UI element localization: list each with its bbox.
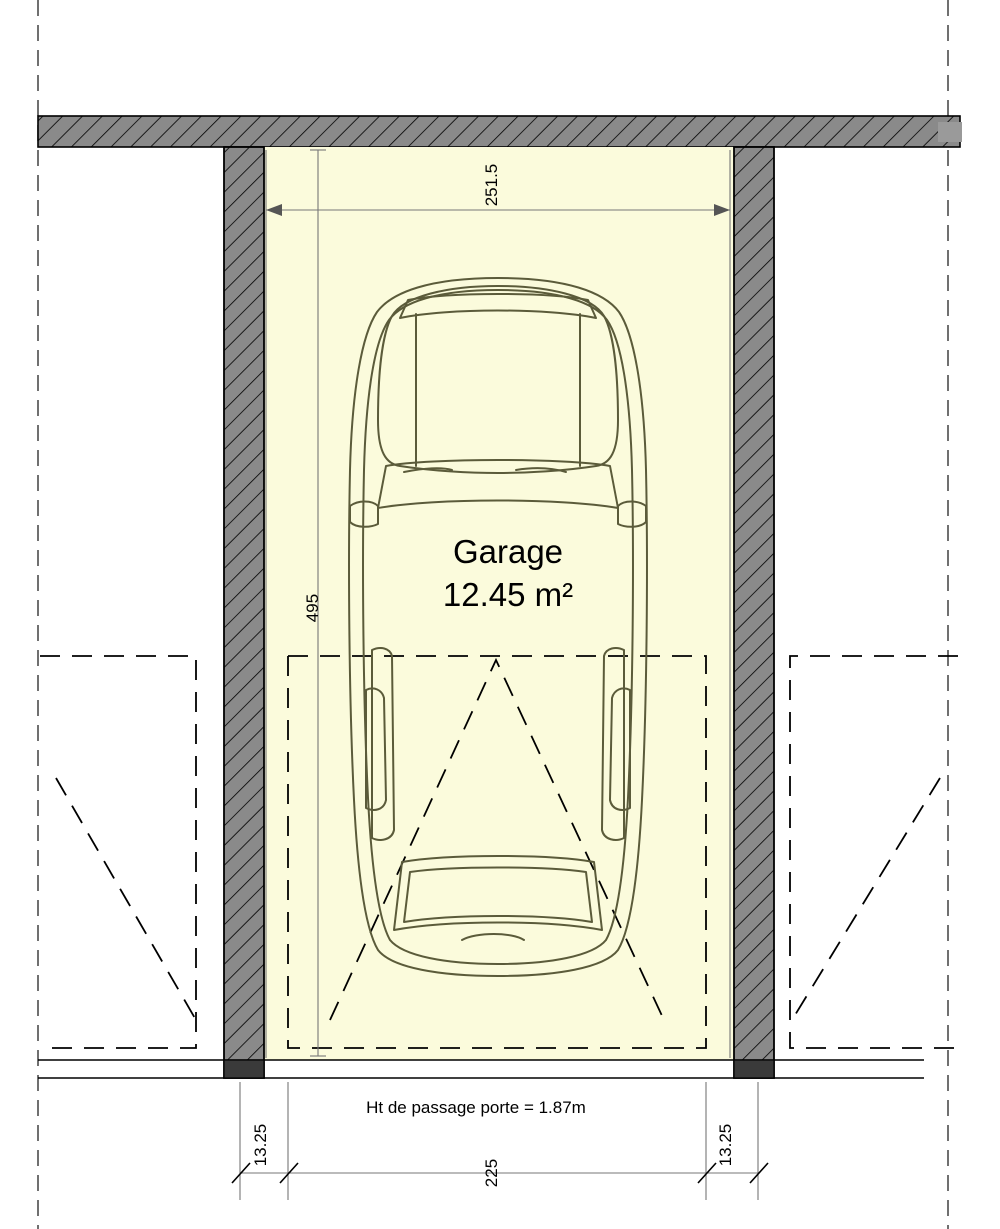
- room-area-label: 12.45 m²: [442, 576, 574, 613]
- left-projection-diagonal: [56, 778, 196, 1020]
- room-name-label: Garage: [452, 533, 564, 570]
- dim-interior-width-label: 251.5: [482, 163, 501, 207]
- right-wall: [734, 147, 774, 1078]
- left-projection-box: [40, 656, 196, 1048]
- right-projection-box: [790, 656, 958, 1048]
- bottom-threshold: [38, 1060, 924, 1078]
- dim-right-jamb-label: 13.25: [716, 1123, 735, 1167]
- door-height-note: Ht de passage porte = 1.87m: [366, 1098, 586, 1117]
- top-wall: [38, 116, 962, 147]
- dim-door-opening-label: 225: [482, 1158, 501, 1188]
- left-wall: [224, 147, 264, 1078]
- dim-left-jamb-label: 13.25: [251, 1123, 270, 1167]
- right-projection-diagonal: [792, 778, 940, 1020]
- dim-interior-depth-label: 495: [303, 593, 322, 623]
